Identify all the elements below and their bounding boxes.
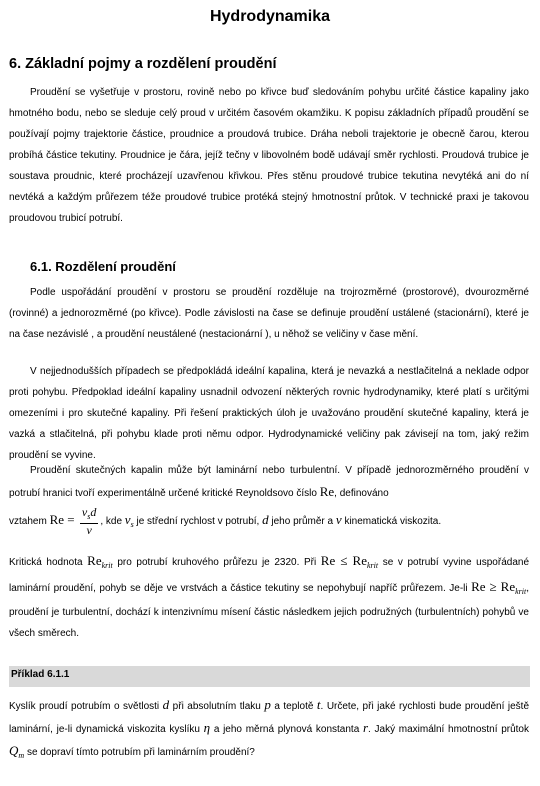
math-sub-s: s <box>130 520 134 530</box>
math-re: Re <box>49 512 65 528</box>
math-q: Q <box>9 743 19 758</box>
math-laminar-condition <box>321 553 378 568</box>
math-vs <box>124 512 134 530</box>
math-re: Re <box>352 553 367 568</box>
text-run: kinematická viskozita. <box>344 516 442 528</box>
text-run: , definováno <box>334 488 389 499</box>
paragraph-reynolds-definition <box>9 506 529 537</box>
math-le: ≤ <box>335 553 353 568</box>
example-paragraph <box>9 694 529 766</box>
math-nu: ν <box>335 512 342 528</box>
math-d: d <box>262 512 269 528</box>
text-run: Proudění skutečných kapalin může být laminární nebo turbulentní. V případě jednorozměrného proudění v potrubí hranici tvoří experimentálně určené kritické Reynoldsovo číslo <box>9 465 529 499</box>
math-re: Re <box>500 579 516 594</box>
section-heading: 6. Základní pojmy a rozdělení proudění <box>9 56 277 72</box>
text-run: se v potrubí vyvine uspořádané laminární proudění, pohyb se děje ve vrstvách a částice tekutiny se nepohybují napříč průřezem. Je-li <box>9 557 530 594</box>
fraction-denominator: ν <box>86 523 92 537</box>
math-re: Re <box>87 553 102 568</box>
section-paragraph: Proudění se vyšetřuje v prostoru, rovině nebo po křivce buď sledováním pohybu určité částice kapaliny jako hmotného bodu, nebo se sleduje celý proud v určitém časovém okamžiku. K popisu základních případů proudění se používají pojmy trajektorie částice, proudnice a proudová trubice. Dráha neboli trajektorie je obecně čarou, kterou probíhá částice tekutiny. Proudnice je čára, jejíž tečny v libovolném bodě udávají směr rychlosti. Proudová trubice je soustava proudnic, které procházejí uzavřenou křivkou. Přes stěnu proudové trubice tekutina nevytéká ani do ní nevtéká a každým průřezem téže proudové trubice protéká stejný hmotnostní průtok. V technické praxi je takovou proudovou trubicí potrubí. <box>9 87 529 224</box>
document-title: Hydrodynamika <box>209 8 331 25</box>
text-run: . Určete, při jaké rychlosti bude proudění ještě laminární, je-li dynamická viskozita kyslíku <box>9 701 530 735</box>
math-turbulent-condition <box>471 579 526 594</box>
example-header-bar <box>9 666 530 687</box>
math-sub-s: s <box>87 512 91 521</box>
text-run: , kde <box>100 516 123 528</box>
paragraph-laminar-turbulent <box>9 460 529 504</box>
text-run: vztahem <box>9 516 47 528</box>
math-ge: ≥ <box>485 579 501 594</box>
text-run: a jeho měrná plynová konstanta <box>213 724 360 735</box>
math-v: v <box>124 512 131 528</box>
text-run: , proudění je turbulentní, dochází k intenzivnímu mísení částic následkem jejich podružných (turbulentních) pohybů ve všech směrech. <box>9 583 529 639</box>
math-sub-krit: krit <box>367 561 379 570</box>
paragraph-ideal-fluid: V nejjednodušších případech se předpokládá ideální kapalina, která je nevazká a nestlačitelná a neklade odpor proti pohybu. Předpoklad ideální kapaliny usnadnil odvození některých rovnic hydrodynamiky, které platí s určitými omezeními i pro skutečné kapaliny. Při řešení praktických úloh je uvažováno proudění skutečné kapaliny, která je vazká a stlačitelná, při pohybu klade proti němu odpor. Hydrodynamické veličiny pak závisejí na tom, jaký režim proudění se vyvine. <box>9 366 529 461</box>
text-run: . Jaký maximální hmotnostní průtok <box>368 724 529 735</box>
text-run: Kritická hodnota <box>9 557 83 568</box>
math-re: Re <box>320 553 336 568</box>
fraction-numerator <box>80 506 98 524</box>
math-qm <box>9 743 24 758</box>
example-label: Příklad 6.1.1 <box>11 669 70 680</box>
math-re: Re <box>471 579 486 594</box>
math-re-krit <box>87 553 113 568</box>
text-run: se dopraví tímto potrubím při laminárním proudění? <box>26 747 255 758</box>
math-re: Re <box>319 484 335 499</box>
subsection-heading: 6.1. Rozdělení proudění <box>30 259 176 274</box>
math-d: d <box>90 505 97 519</box>
math-d: d <box>162 697 170 712</box>
paragraph-critical-value <box>9 550 529 644</box>
math-t: t <box>316 697 321 712</box>
math-sub-krit: krit <box>101 561 113 570</box>
math-v: v <box>81 505 88 519</box>
math-sub-m: m <box>18 751 25 760</box>
math-sub-krit: krit <box>515 587 527 596</box>
text-run: je střední rychlost v potrubí, <box>136 516 260 528</box>
text-run: jeho průměr a <box>271 516 334 528</box>
math-eta: η <box>203 720 211 735</box>
text-run: při absolutním tlaku <box>172 701 261 712</box>
math-equals: = <box>64 512 78 528</box>
math-r: r <box>362 720 369 735</box>
text-run: pro potrubí kruhového průřezu je 2320. Při <box>117 557 317 568</box>
paragraph-flow-types: Podle uspořádání proudění v prostoru se proudění rozděluje na trojrozměrné (prostorové), dvourozměrné (rovinné) a jednorozměrné (po křivce). Podle závislosti na čase se definuje proudění ustálené (stacionární), které je na čase nezávislé , a proudění neustálené (nestacionární ), u něhož se veličiny v čase mění. <box>9 287 529 340</box>
text-run: Kyslík proudí potrubím o světlosti <box>9 701 160 712</box>
reynolds-fraction <box>80 506 98 537</box>
text-run: a teplotě <box>274 701 314 712</box>
math-p: p <box>264 697 271 712</box>
